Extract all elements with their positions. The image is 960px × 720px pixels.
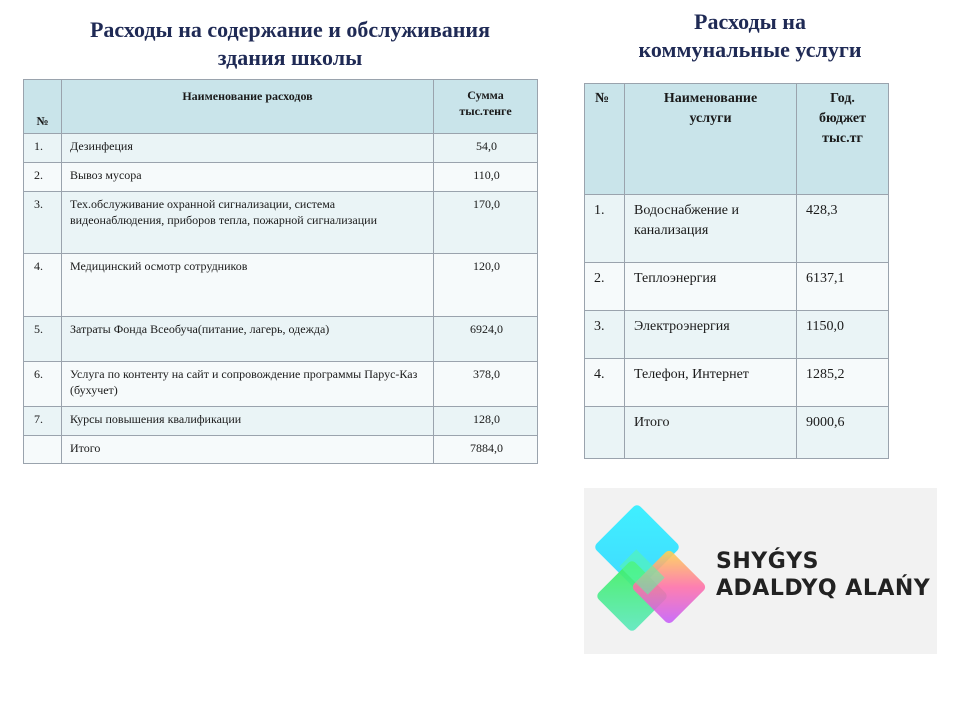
row-name: Водоснабжение и канализация [625,195,797,263]
title-line-1: Расходы на [694,9,806,34]
table-row [585,195,889,263]
row-name: Тех.обслуживание охранной сигнализации, система видеонаблюдения, приборов тепла, пожарной сигнализации [62,192,434,254]
row-name: Дезинфеция [62,134,434,163]
table-row [24,254,538,317]
utilities-expenses-table [584,83,889,459]
utilities-title [590,8,910,64]
row-amount: 6924,0 [434,317,538,362]
table-row [585,263,889,311]
row-amount: 120,0 [434,254,538,317]
shygys-logo [584,488,937,654]
row-name: Услуга по контенту на сайт и сопровождение программы Парус-Каз (бухучет) [62,362,434,407]
row-number: 3. [585,311,625,359]
table-row [24,317,538,362]
row-amount: 1150,0 [797,311,889,359]
table-row [585,359,889,407]
row-number: 7. [24,407,62,436]
header-amount: Сумма тыс.тенге [434,80,538,134]
table-row [24,134,538,163]
row-number [24,436,62,464]
title-line-2: здания школы [217,45,363,70]
header-number: № [24,80,62,134]
row-name: Электроэнергия [625,311,797,359]
row-name: Затраты Фонда Всеобуча(питание, лагерь, одежда) [62,317,434,362]
row-amount: 54,0 [434,134,538,163]
table-header-row [585,84,889,195]
row-number [585,407,625,459]
row-number: 4. [585,359,625,407]
row-number: 1. [24,134,62,163]
table-row [585,311,889,359]
row-name: Телефон, Интернет [625,359,797,407]
header-annual-budget: Год. бюджет тыс.тг [797,84,889,195]
row-name: Итого [62,436,434,464]
row-amount: 9000,6 [797,407,889,459]
row-name: Курсы повышения квалификации [62,407,434,436]
header-service-name: Наименование услуги [625,84,797,195]
header-expense-name: Наименование расходов [62,80,434,134]
row-name: Итого [625,407,797,459]
row-amount: 110,0 [434,163,538,192]
row-name: Вывоз мусора [62,163,434,192]
table-total-row [585,407,889,459]
table-total-row [24,436,538,464]
title-line-2: коммунальные услуги [638,37,862,62]
row-amount: 6137,1 [797,263,889,311]
row-amount: 7884,0 [434,436,538,464]
row-amount: 1285,2 [797,359,889,407]
logo-text [716,548,930,602]
row-amount: 170,0 [434,192,538,254]
row-number: 1. [585,195,625,263]
row-name: Медицинский осмотр сотрудников [62,254,434,317]
title-line-1: Расходы на содержание и обслуживания [89,17,490,42]
row-amount: 128,0 [434,407,538,436]
school-maintenance-title [30,16,550,72]
row-number: 4. [24,254,62,317]
logo-line-2: ADALDYQ ALAŃY [716,576,931,601]
row-number: 2. [24,163,62,192]
table-row [24,407,538,436]
table-row [24,192,538,254]
row-number: 2. [585,263,625,311]
row-number: 6. [24,362,62,407]
logo-line-1: SHYǴYS [716,549,820,574]
row-number: 5. [24,317,62,362]
row-amount: 378,0 [434,362,538,407]
row-name: Теплоэнергия [625,263,797,311]
row-number: 3. [24,192,62,254]
table-row [24,362,538,407]
table-row [24,163,538,192]
header-number: № [585,84,625,195]
table-header-row [24,80,538,134]
row-amount: 428,3 [797,195,889,263]
maintenance-expenses-table [23,79,538,464]
